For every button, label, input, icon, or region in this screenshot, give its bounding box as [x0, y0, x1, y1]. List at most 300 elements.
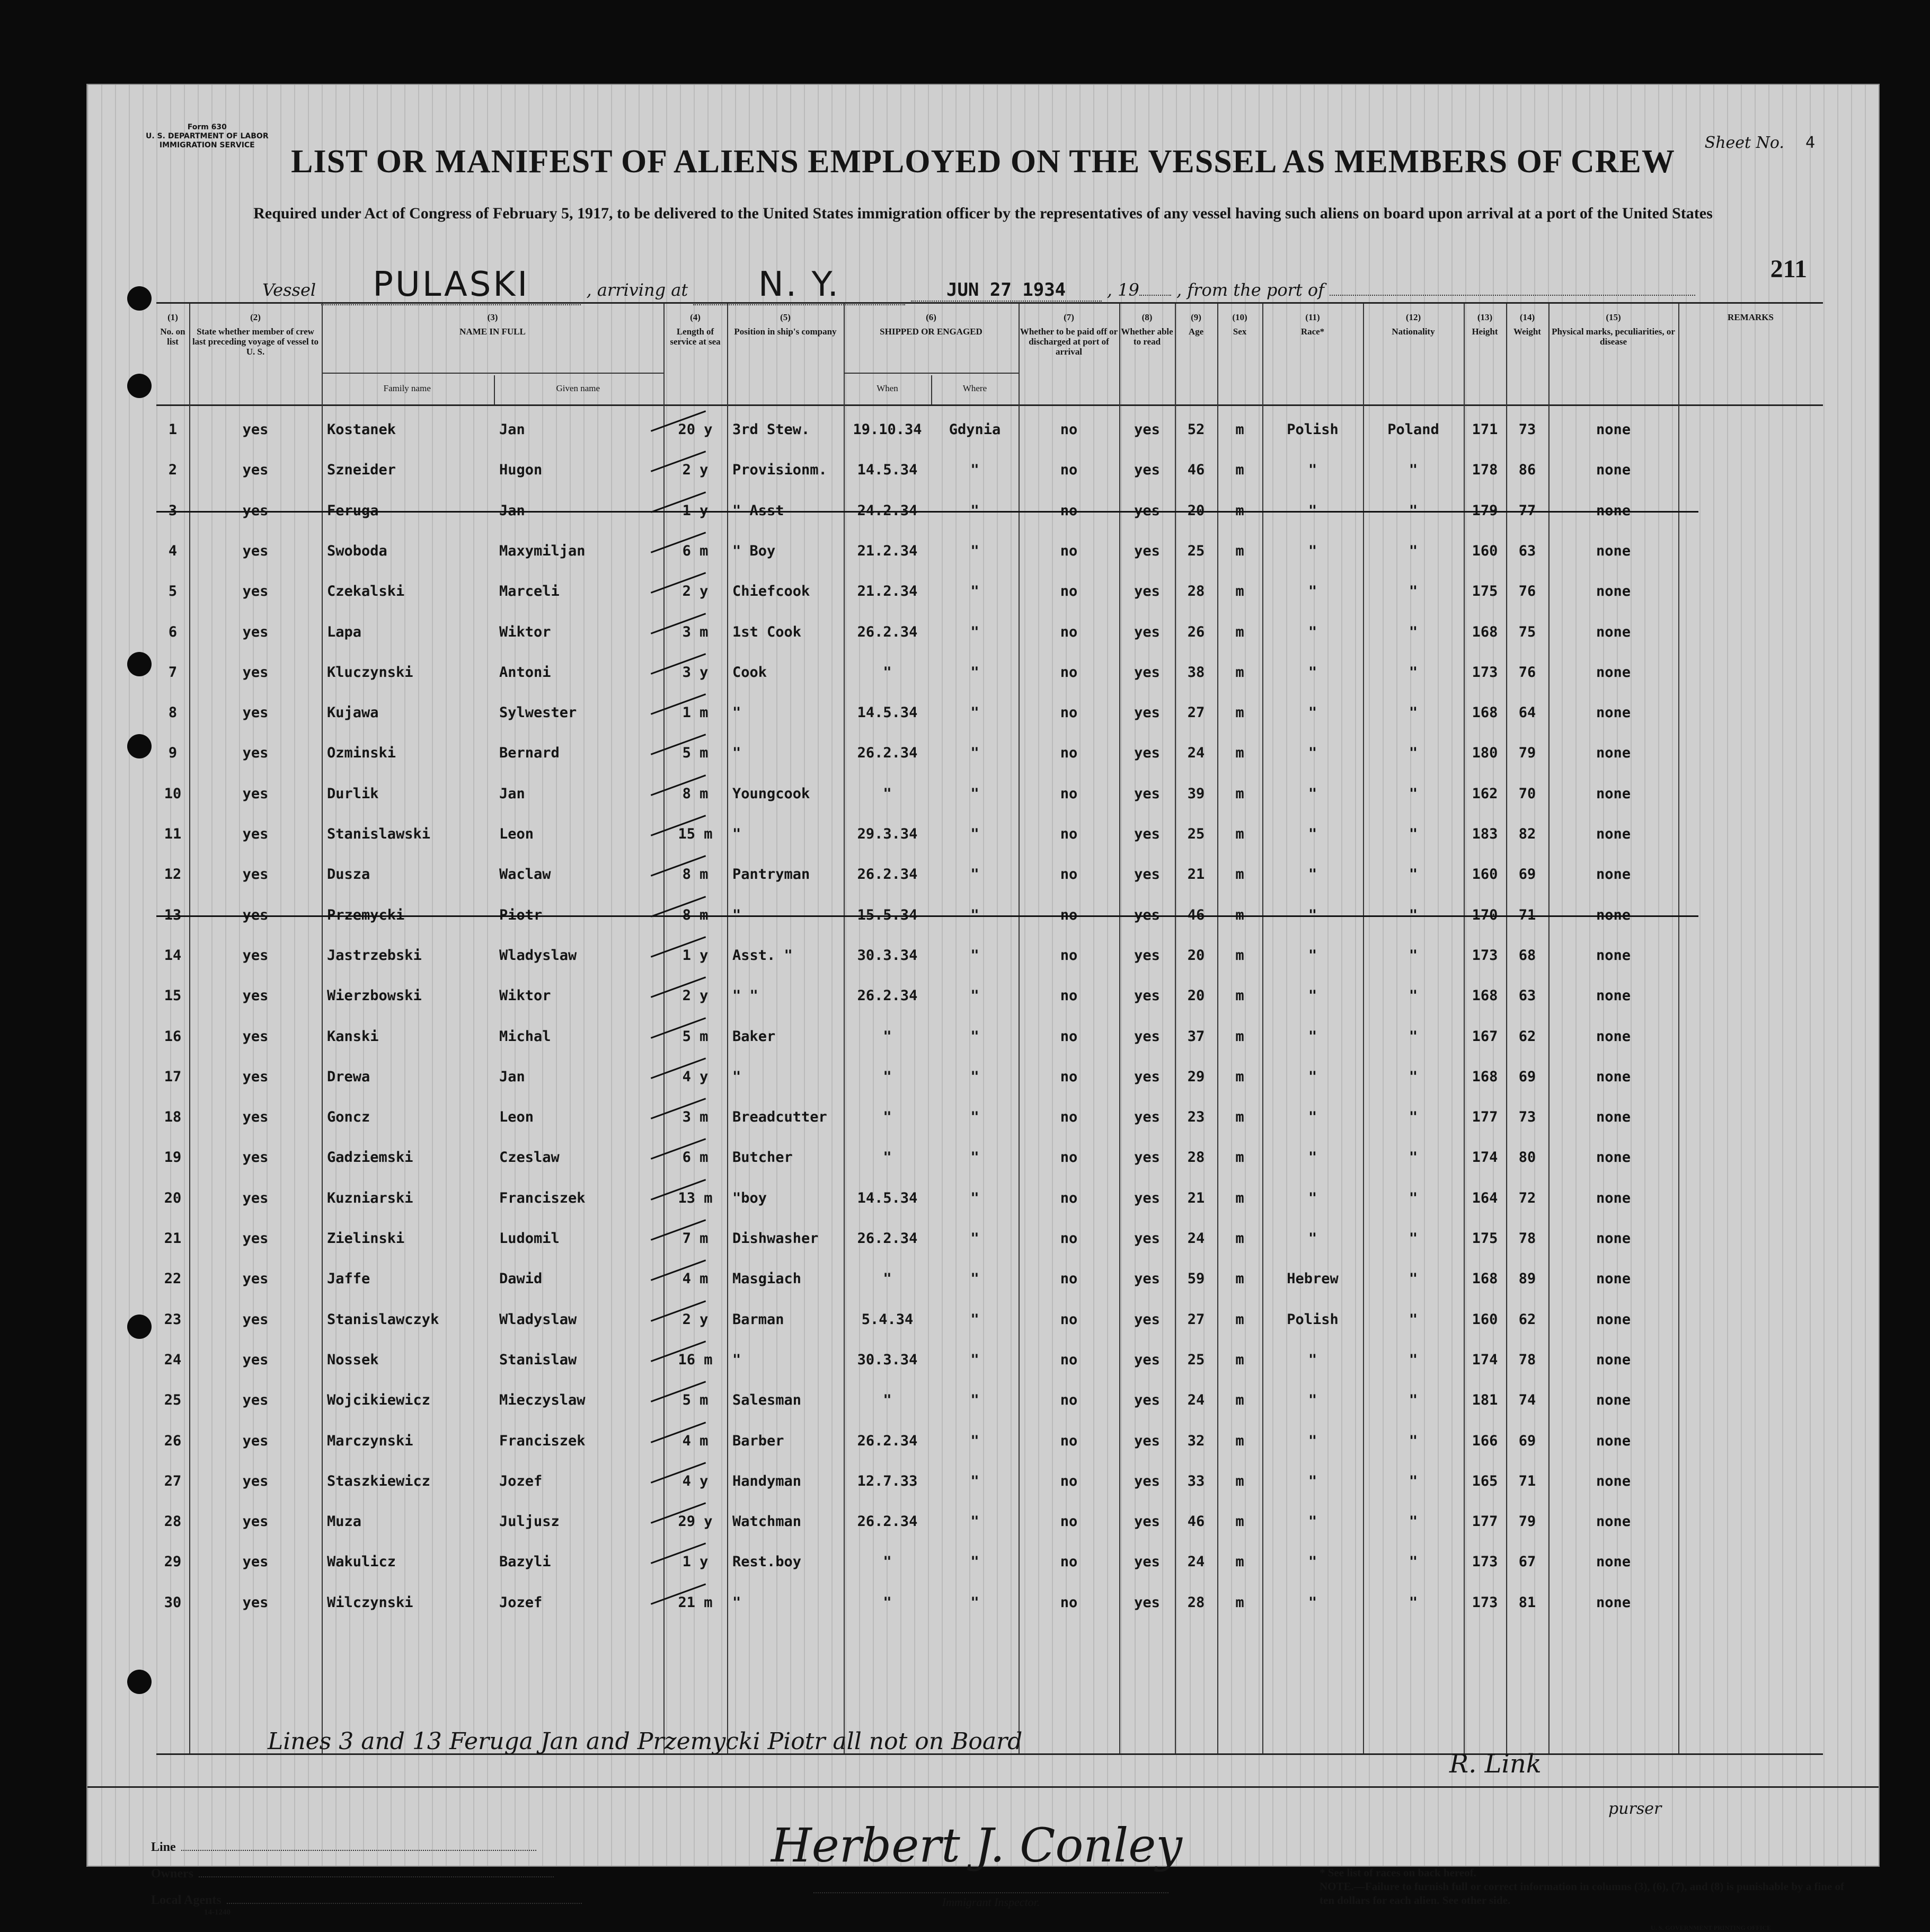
- cell-read: yes: [1134, 704, 1160, 721]
- cell-height: 173: [1472, 947, 1498, 964]
- cell-family: Marczynski: [327, 1432, 413, 1449]
- cell-when: 30.3.34: [857, 947, 918, 964]
- cell-no: 8: [168, 704, 178, 721]
- cell-marks: none: [1596, 906, 1631, 923]
- cell-crew: yes: [242, 1271, 269, 1287]
- cell-service: 2 y: [682, 583, 709, 600]
- cell-paid: no: [1060, 947, 1078, 964]
- table-row: [156, 1380, 1823, 1421]
- column-number: (9): [1191, 312, 1201, 322]
- cell-race: ": [1308, 1189, 1317, 1206]
- cell-race: ": [1308, 1351, 1317, 1368]
- cell-paid: no: [1060, 1594, 1078, 1611]
- cell-height: 181: [1472, 1392, 1498, 1409]
- cell-given: Bazyli: [499, 1554, 551, 1571]
- cell-sex: m: [1235, 987, 1244, 1004]
- cell-weight: 62: [1518, 1028, 1536, 1045]
- cell-where: ": [970, 664, 979, 681]
- cell-height: 174: [1472, 1149, 1498, 1166]
- cell-given: Sylwester: [499, 704, 577, 721]
- cell-sex: m: [1235, 1109, 1244, 1126]
- column-title: Whether able to read: [1121, 327, 1173, 347]
- footer-divider: [87, 1786, 1879, 1788]
- cell-paid: no: [1060, 1472, 1078, 1489]
- cell-paid: no: [1060, 583, 1078, 600]
- cell-when: 29.3.34: [857, 826, 918, 842]
- cell-race: ": [1308, 826, 1317, 842]
- column-header-c7: [1019, 304, 1119, 404]
- date-stamp: JUN 27 1934: [946, 279, 1066, 301]
- cell-sex: m: [1235, 421, 1244, 438]
- cell-where: ": [970, 1189, 979, 1206]
- cell-crew: yes: [242, 906, 269, 923]
- cell-sex: m: [1235, 664, 1244, 681]
- cell-given: Franciszek: [499, 1189, 586, 1206]
- cell-given: Wladyslaw: [499, 947, 577, 964]
- cell-crew: yes: [242, 1028, 269, 1045]
- cell-weight: 81: [1518, 1594, 1536, 1611]
- cell-family: Wierzbowski: [327, 987, 422, 1004]
- cell-service: 1 m: [682, 704, 709, 721]
- cell-crew: yes: [242, 1472, 269, 1489]
- cell-marks: none: [1596, 1472, 1631, 1489]
- cell-no: 2: [168, 462, 178, 479]
- cell-where: ": [970, 462, 979, 479]
- cell-crew: yes: [242, 1351, 269, 1368]
- cell-service: 7 m: [682, 1230, 709, 1247]
- cell-height: 160: [1472, 866, 1498, 883]
- cell-given: Wladyslaw: [499, 1311, 577, 1328]
- cell-race: ": [1308, 1068, 1317, 1085]
- cell-given: Jan: [499, 1068, 525, 1085]
- cell-position: Barman: [732, 1311, 784, 1328]
- table-row: [156, 936, 1823, 976]
- cell-nationality: ": [1409, 542, 1418, 559]
- column-title: SHIPPED OR ENGAGED: [880, 327, 982, 337]
- column-number: (7): [1064, 312, 1074, 322]
- cell-age: 24: [1187, 745, 1205, 762]
- cell-no: 17: [164, 1068, 182, 1085]
- cell-nationality: ": [1409, 866, 1418, 883]
- cell-age: 46: [1187, 1513, 1205, 1530]
- column-title: Sex: [1233, 327, 1247, 337]
- cell-paid: no: [1060, 1149, 1078, 1166]
- cell-marks: none: [1596, 704, 1631, 721]
- cell-no: 27: [164, 1472, 182, 1489]
- cell-race: ": [1308, 947, 1317, 964]
- cell-height: 165: [1472, 1472, 1498, 1489]
- cell-family: Wilczynski: [327, 1594, 413, 1611]
- table-row: [156, 1219, 1823, 1259]
- cell-sex: m: [1235, 704, 1244, 721]
- cell-where: ": [970, 1271, 979, 1287]
- column-header-c5: [727, 304, 844, 404]
- cell-sex: m: [1235, 542, 1244, 559]
- cell-marks: none: [1596, 785, 1631, 802]
- column-number: (3): [487, 312, 498, 322]
- cell-where: ": [970, 906, 979, 923]
- cell-position: Handyman: [732, 1472, 802, 1489]
- cell-where: ": [970, 704, 979, 721]
- cell-marks: none: [1596, 1068, 1631, 1085]
- cell-nationality: Poland: [1387, 421, 1439, 438]
- cell-nationality: ": [1409, 1109, 1418, 1126]
- cell-where: ": [970, 1028, 979, 1045]
- cell-weight: 69: [1518, 1068, 1536, 1085]
- cell-paid: no: [1060, 462, 1078, 479]
- cell-weight: 80: [1518, 1149, 1536, 1166]
- cell-when: 21.2.34: [857, 583, 918, 600]
- cell-crew: yes: [242, 1594, 269, 1611]
- cell-nationality: ": [1409, 583, 1418, 600]
- cell-sex: m: [1235, 1189, 1244, 1206]
- cell-when: ": [883, 1271, 892, 1287]
- cell-service: 8 m: [682, 866, 709, 883]
- table-row: [156, 814, 1823, 854]
- column-header-c16: [1678, 304, 1823, 404]
- cell-race: ": [1308, 785, 1317, 802]
- cell-marks: none: [1596, 462, 1631, 479]
- cell-crew: yes: [242, 826, 269, 842]
- cell-read: yes: [1134, 987, 1160, 1004]
- cell-marks: none: [1596, 583, 1631, 600]
- cell-paid: no: [1060, 866, 1078, 883]
- year-label: , 19: [1106, 280, 1139, 300]
- vessel-line: [262, 265, 1799, 305]
- cell-paid: no: [1060, 1189, 1078, 1206]
- cell-no: 9: [168, 745, 178, 762]
- cell-age: 24: [1187, 1392, 1205, 1409]
- cell-paid: no: [1060, 785, 1078, 802]
- column-title: NAME IN FULL: [459, 327, 526, 337]
- cell-given: Marceli: [499, 583, 560, 600]
- cell-position: Cook: [732, 664, 767, 681]
- cell-marks: none: [1596, 745, 1631, 762]
- cell-no: 12: [164, 866, 182, 883]
- cell-age: 32: [1187, 1432, 1205, 1449]
- column-number: (5): [780, 312, 791, 322]
- cell-no: 28: [164, 1513, 182, 1530]
- subcolumn-title: Given name: [556, 383, 600, 393]
- cell-age: 28: [1187, 1594, 1205, 1611]
- cell-crew: yes: [242, 664, 269, 681]
- cell-read: yes: [1134, 947, 1160, 964]
- cell-where: ": [970, 623, 979, 640]
- cell-race: ": [1308, 1028, 1317, 1045]
- cell-crew: yes: [242, 1189, 269, 1206]
- cell-no: 25: [164, 1392, 182, 1409]
- cell-nationality: ": [1409, 1068, 1418, 1085]
- purser-title: purser: [1608, 1799, 1662, 1818]
- column-number: (10): [1232, 312, 1247, 322]
- cell-nationality: ": [1409, 1594, 1418, 1611]
- cell-race: ": [1308, 462, 1317, 479]
- cell-given: Mieczyslaw: [499, 1392, 586, 1409]
- column-header-c9: [1175, 304, 1217, 404]
- cell-paid: no: [1060, 704, 1078, 721]
- form-number: Form 630: [187, 123, 227, 131]
- cell-age: 52: [1187, 421, 1205, 438]
- cell-service: 1 y: [682, 947, 709, 964]
- cell-race: ": [1308, 542, 1317, 559]
- cell-no: 4: [168, 542, 178, 559]
- binder-hole: [127, 286, 152, 311]
- cell-service: 2 y: [682, 1311, 709, 1328]
- cell-family: Muza: [327, 1513, 362, 1530]
- cell-position: Chiefcook: [732, 583, 810, 600]
- header-divider: [156, 404, 1823, 406]
- cell-read: yes: [1134, 906, 1160, 923]
- table-row: [156, 1461, 1823, 1502]
- cell-service: 3 m: [682, 1109, 709, 1126]
- column-title: Position in ship's company: [734, 327, 837, 337]
- cell-age: 28: [1187, 1149, 1205, 1166]
- cell-marks: none: [1596, 1230, 1631, 1247]
- table-row: [156, 895, 1823, 936]
- column-header-c1: [156, 304, 189, 404]
- cell-read: yes: [1134, 1230, 1160, 1247]
- table-row: [156, 1583, 1823, 1623]
- cell-where: ": [970, 866, 979, 883]
- cell-family: Nossek: [327, 1351, 379, 1368]
- cell-height: 160: [1472, 1311, 1498, 1328]
- subcolumn-title: When: [877, 383, 898, 393]
- cell-given: Dawid: [499, 1271, 543, 1287]
- cell-given: Stanislaw: [499, 1351, 577, 1368]
- cell-marks: none: [1596, 1109, 1631, 1126]
- cell-sex: m: [1235, 1149, 1244, 1166]
- cell-paid: no: [1060, 906, 1078, 923]
- footnote-races: * See list of races on back hereof.: [1320, 1866, 1476, 1879]
- footnote-penalty: NOTE.—Failure to furnish full or correct information in columns (3), (6), (7), and (8) is punishable by a fine of ten dollars for each alien. See other side.: [1320, 1880, 1844, 1907]
- cell-nationality: ": [1409, 745, 1418, 762]
- cell-crew: yes: [242, 421, 269, 438]
- table-row: [156, 410, 1823, 450]
- cell-service: 1 y: [682, 1554, 709, 1571]
- cell-when: 26.2.34: [857, 1432, 918, 1449]
- cell-read: yes: [1134, 1472, 1160, 1489]
- cell-given: Wiktor: [499, 987, 551, 1004]
- cell-family: Goncz: [327, 1109, 370, 1126]
- cell-weight: 86: [1518, 462, 1536, 479]
- cell-service: 4 m: [682, 1271, 709, 1287]
- column-number: (15): [1606, 312, 1621, 322]
- cell-race: ": [1308, 1513, 1317, 1530]
- cell-crew: yes: [242, 1554, 269, 1571]
- cell-when: ": [883, 1392, 892, 1409]
- cell-family: Staszkiewicz: [327, 1472, 431, 1489]
- cell-given: Jozef: [499, 1594, 543, 1611]
- cell-paid: no: [1060, 1109, 1078, 1126]
- cell-when: 15.5.34: [857, 906, 918, 923]
- cell-service: 15 m: [678, 826, 713, 842]
- cell-race: ": [1308, 1392, 1317, 1409]
- form-department: U. S. DEPARTMENT OF LABOR: [146, 132, 269, 140]
- page-number: 211: [1770, 255, 1807, 283]
- cell-read: yes: [1134, 542, 1160, 559]
- cell-paid: no: [1060, 623, 1078, 640]
- cell-age: 46: [1187, 906, 1205, 923]
- cell-where: ": [970, 1554, 979, 1571]
- binder-hole: [127, 374, 152, 398]
- cell-no: 11: [164, 826, 182, 842]
- cell-paid: no: [1060, 1311, 1078, 1328]
- cell-weight: 63: [1518, 987, 1536, 1004]
- agent-fields: [151, 1834, 582, 1913]
- cell-given: Waclaw: [499, 866, 551, 883]
- arriving-label: , arriving at: [586, 280, 688, 300]
- cell-height: 180: [1472, 745, 1498, 762]
- vessel-name: PULASKI: [373, 265, 530, 304]
- cell-when: ": [883, 1594, 892, 1611]
- cell-crew: yes: [242, 1230, 269, 1247]
- cell-nationality: ": [1409, 1028, 1418, 1045]
- cell-paid: no: [1060, 664, 1078, 681]
- cell-no: 24: [164, 1351, 182, 1368]
- cell-crew: yes: [242, 1311, 269, 1328]
- cell-crew: yes: [242, 745, 269, 762]
- cell-position: ": [732, 745, 741, 762]
- cell-height: 173: [1472, 664, 1498, 681]
- cell-marks: none: [1596, 502, 1631, 519]
- from-port-label: , from the port of: [1176, 280, 1325, 300]
- cell-position: " ": [732, 987, 758, 1004]
- cell-read: yes: [1134, 1432, 1160, 1449]
- cell-age: 24: [1187, 1554, 1205, 1571]
- subcolumn-title: Where: [962, 383, 987, 393]
- cell-when: ": [883, 1149, 892, 1166]
- cell-where: ": [970, 826, 979, 842]
- column-header-c12: [1363, 304, 1464, 404]
- table-row: [156, 1300, 1823, 1340]
- cell-nationality: ": [1409, 1230, 1418, 1247]
- cell-given: Piotr: [499, 906, 543, 923]
- cell-height: 177: [1472, 1109, 1498, 1126]
- cell-read: yes: [1134, 1351, 1160, 1368]
- binder-hole: [127, 1670, 152, 1694]
- printer-imprint: U. S. GOVERNMENT PRINTING OFFICE: [1651, 1924, 1772, 1931]
- cell-when: 26.2.34: [857, 987, 918, 1004]
- inspector-signature: Herbert J. Conley: [771, 1818, 1183, 1873]
- binder-hole: [127, 734, 152, 758]
- cell-marks: none: [1596, 1271, 1631, 1287]
- cell-given: Maxymiljan: [499, 542, 586, 559]
- cell-crew: yes: [242, 623, 269, 640]
- cell-marks: none: [1596, 1392, 1631, 1409]
- cell-where: ": [970, 987, 979, 1004]
- cell-service: 13 m: [678, 1189, 713, 1206]
- column-number: (2): [250, 312, 261, 322]
- cell-when: 26.2.34: [857, 1513, 918, 1530]
- cell-where: ": [970, 502, 979, 519]
- cell-weight: 76: [1518, 583, 1536, 600]
- column-title: Length of service at sea: [670, 327, 721, 347]
- cell-nationality: ": [1409, 623, 1418, 640]
- binder-hole: [127, 652, 152, 676]
- document-subtitle: Required under Act of Congress of February 5, 1917, to be delivered to the United States immigration officer by the representatives of any vessel having such aliens on board upon arrival at a port of the United States: [253, 205, 1713, 222]
- table-row: [156, 733, 1823, 773]
- cell-sex: m: [1235, 866, 1244, 883]
- cell-sex: m: [1235, 947, 1244, 964]
- cell-service: 4 y: [682, 1068, 709, 1085]
- cell-given: Leon: [499, 1109, 534, 1126]
- cell-race: ": [1308, 1432, 1317, 1449]
- cell-sex: m: [1235, 1311, 1244, 1328]
- column-header-c3: [322, 304, 663, 404]
- cell-position: ": [732, 1068, 741, 1085]
- cell-age: 26: [1187, 623, 1205, 640]
- cell-family: Swoboda: [327, 542, 387, 559]
- cell-family: Kuzniarski: [327, 1189, 413, 1206]
- cell-marks: none: [1596, 1189, 1631, 1206]
- cell-position: Breadcutter: [732, 1109, 827, 1126]
- cell-where: ": [970, 1311, 979, 1328]
- cell-race: ": [1308, 1230, 1317, 1247]
- cell-no: 13: [164, 906, 182, 923]
- cell-nationality: ": [1409, 1351, 1418, 1368]
- cell-marks: none: [1596, 1594, 1631, 1611]
- cell-age: 29: [1187, 1068, 1205, 1085]
- cell-given: Czeslaw: [499, 1149, 560, 1166]
- cell-read: yes: [1134, 462, 1160, 479]
- cell-race: ": [1308, 664, 1317, 681]
- handwritten-note: Lines 3 and 13 Feruga Jan and Przemycki Piotr all not on Board: [268, 1728, 1023, 1755]
- column-header-c11: [1262, 304, 1363, 404]
- column-title: Height: [1472, 327, 1498, 337]
- cell-nationality: ": [1409, 1149, 1418, 1166]
- cell-crew: yes: [242, 1392, 269, 1409]
- cell-nationality: ": [1409, 947, 1418, 964]
- cell-given: Franciszek: [499, 1432, 586, 1449]
- cell-marks: none: [1596, 1311, 1631, 1328]
- cell-crew: yes: [242, 583, 269, 600]
- cell-no: 29: [164, 1554, 182, 1571]
- cell-nationality: ": [1409, 1392, 1418, 1409]
- cell-when: 14.5.34: [857, 1189, 918, 1206]
- cell-marks: none: [1596, 1554, 1631, 1571]
- cell-race: Polish: [1287, 421, 1339, 438]
- column-header-c14: [1506, 304, 1548, 404]
- cell-weight: 69: [1518, 1432, 1536, 1449]
- table-row: [156, 1178, 1823, 1219]
- cell-read: yes: [1134, 1271, 1160, 1287]
- cell-height: 171: [1472, 421, 1498, 438]
- cell-height: 167: [1472, 1028, 1498, 1045]
- cell-sex: m: [1235, 1472, 1244, 1489]
- cell-position: Dishwasher: [732, 1230, 819, 1247]
- cell-weight: 79: [1518, 745, 1536, 762]
- cell-age: 21: [1187, 866, 1205, 883]
- column-title: State whether member of crew last preceding voyage of vessel to U. S.: [192, 327, 319, 357]
- cell-sex: m: [1235, 1432, 1244, 1449]
- column-number: (1): [167, 312, 178, 322]
- cell-nationality: ": [1409, 462, 1418, 479]
- cell-nationality: ": [1409, 1271, 1418, 1287]
- cell-service: 21 m: [678, 1594, 713, 1611]
- cell-when: 12.7.33: [857, 1472, 918, 1489]
- table-row: [156, 774, 1823, 814]
- cell-marks: none: [1596, 947, 1631, 964]
- cell-when: 5.4.34: [861, 1311, 914, 1328]
- cell-where: ": [970, 1351, 979, 1368]
- cell-crew: yes: [242, 1513, 269, 1530]
- cell-weight: 68: [1518, 947, 1536, 964]
- cell-sex: m: [1235, 623, 1244, 640]
- cell-read: yes: [1134, 1109, 1160, 1126]
- cell-crew: yes: [242, 1109, 269, 1126]
- cell-where: ": [970, 1392, 979, 1409]
- cell-weight: 78: [1518, 1351, 1536, 1368]
